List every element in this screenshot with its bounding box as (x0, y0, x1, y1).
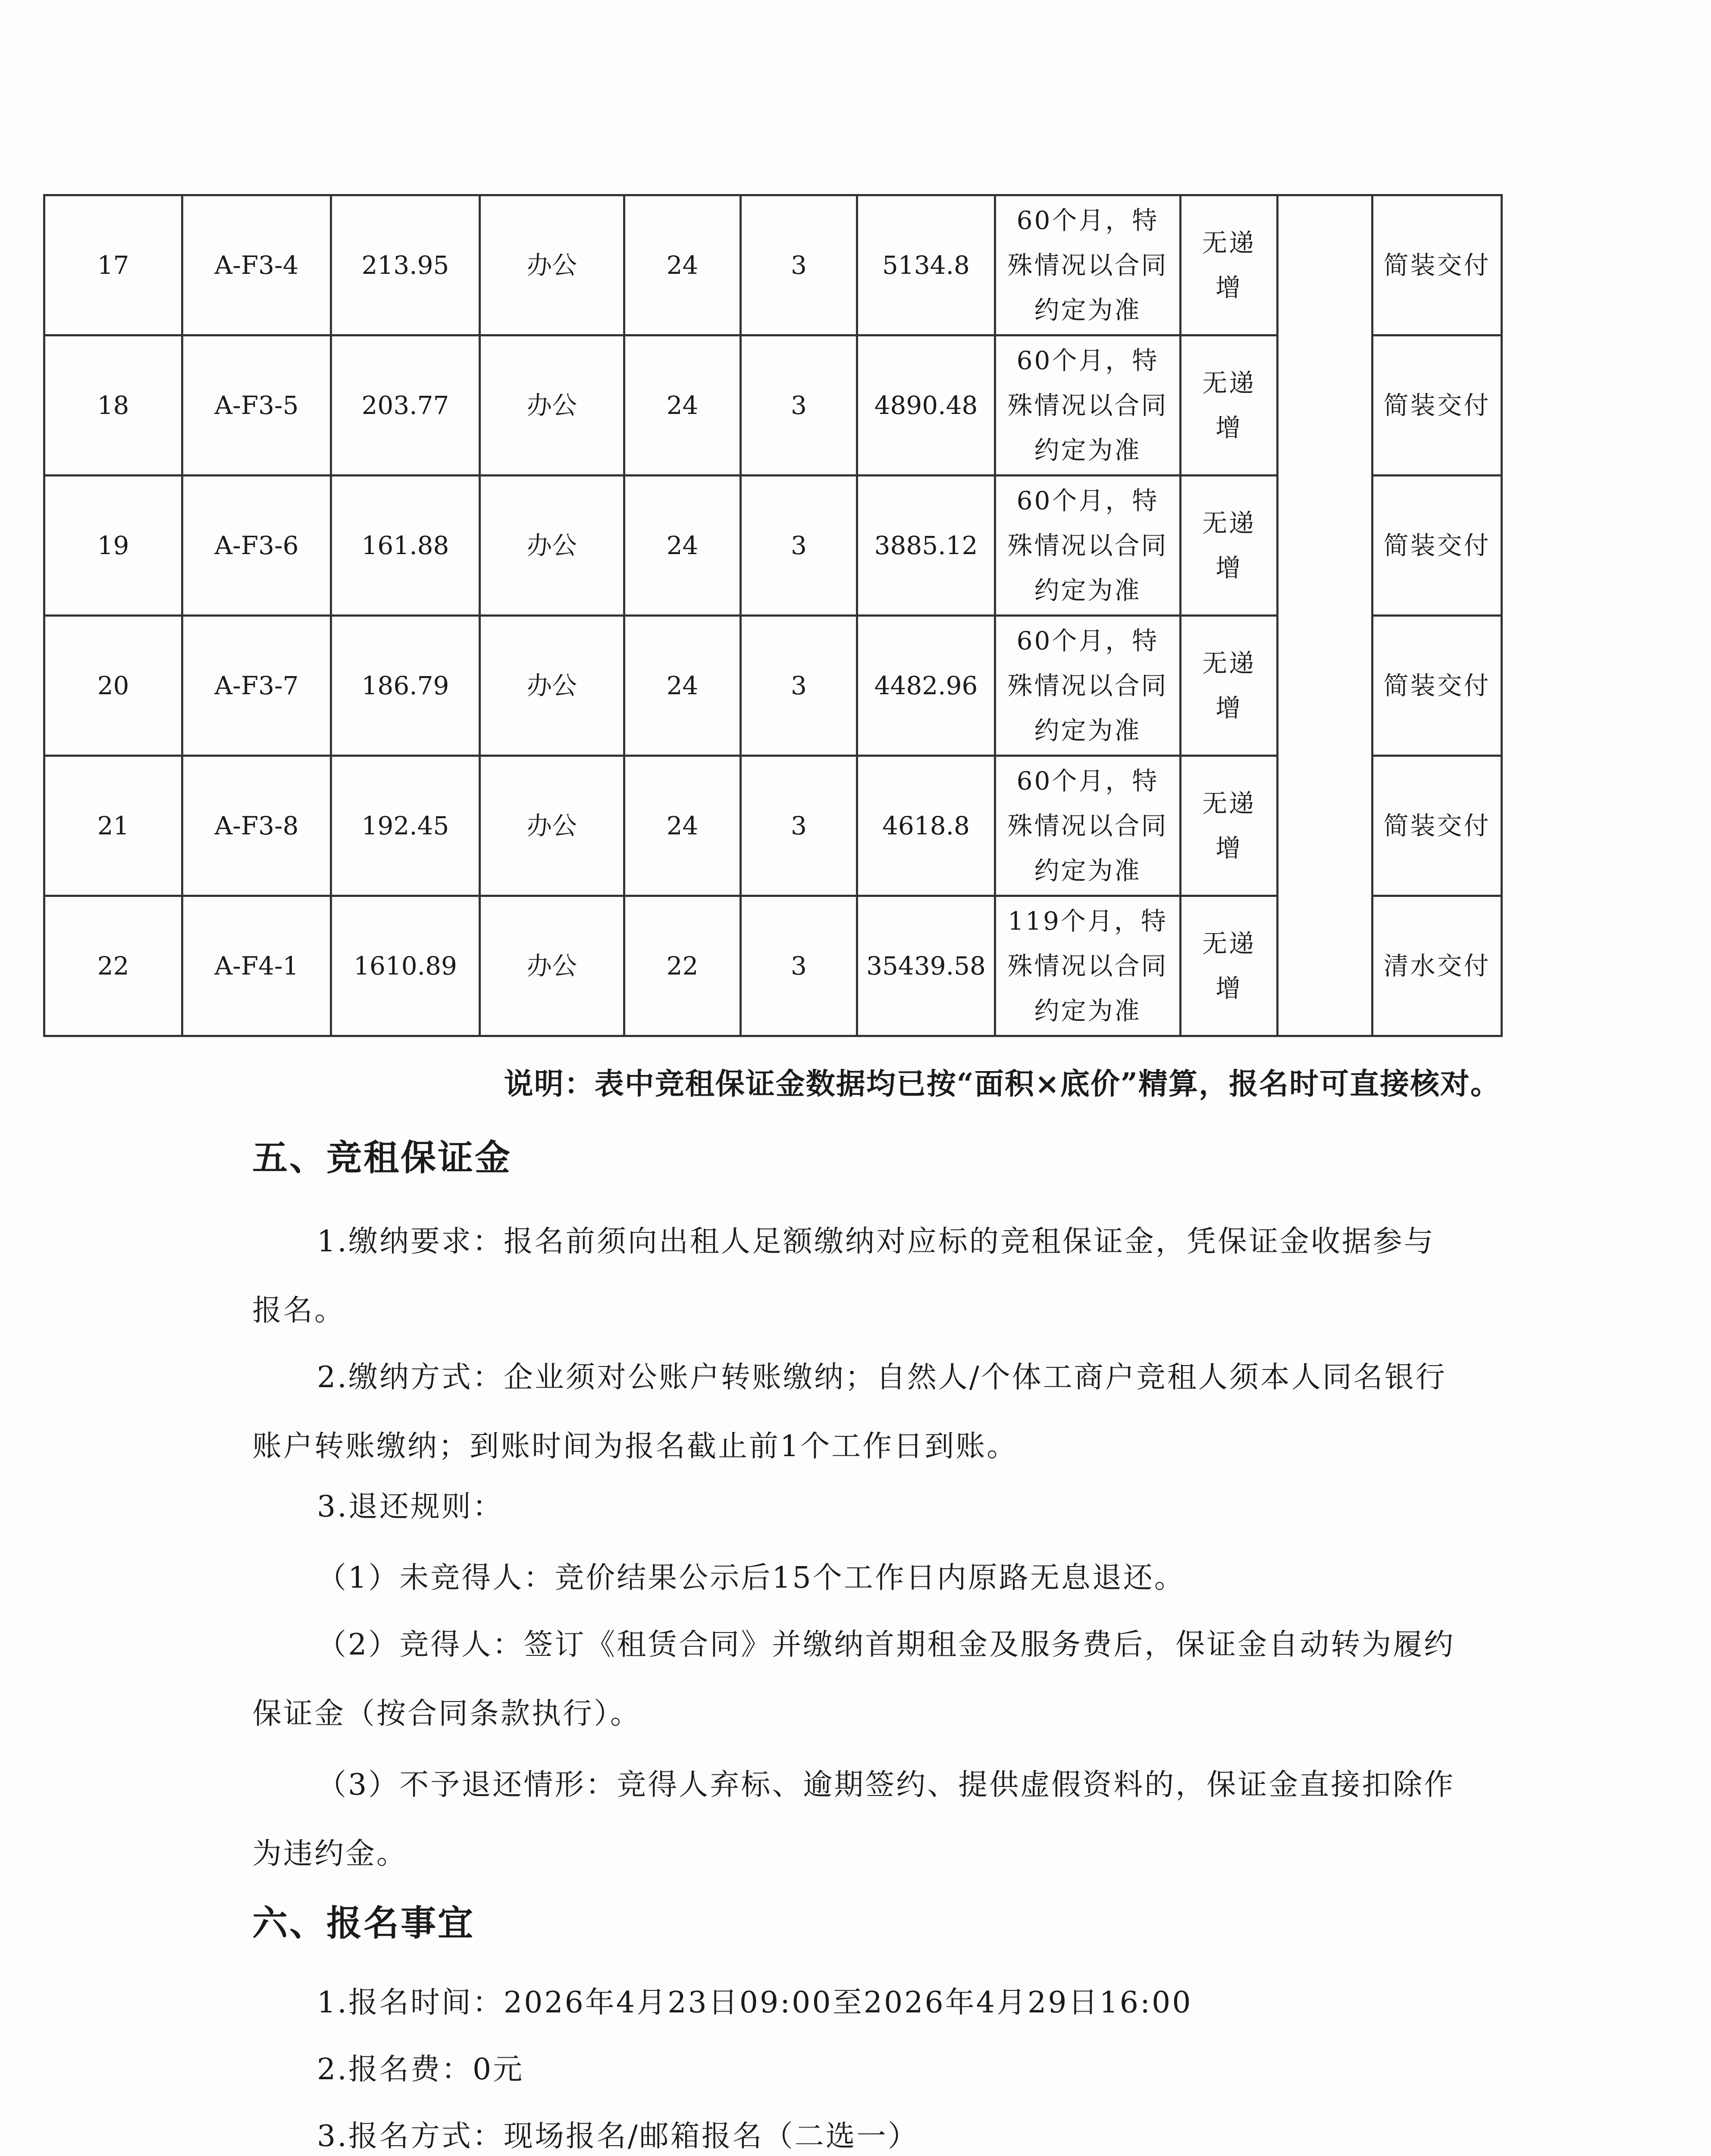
cell-multiplier: 3 (741, 756, 857, 896)
cell-rent-increase: 无递增 (1181, 896, 1278, 1036)
cell-usage: 办公 (480, 896, 624, 1036)
cell-unit-code: A-F3-6 (182, 476, 331, 616)
section5-paragraph-6: （3）不予退还情形：竞得人弃标、逾期签约、提供虚假资料的，保证金直接扣除作为违约金。 (252, 1768, 1455, 1871)
cell-rent-increase: 无递增 (1181, 616, 1278, 756)
cell-rent-increase: 无递增 (1181, 335, 1278, 476)
cell-multiplier: 3 (741, 335, 857, 476)
cell-rent-increase: 无递增 (1181, 195, 1278, 335)
cell-number: 17 (44, 195, 182, 335)
cell-deposit: 35439.58 (857, 896, 995, 1036)
section5-paragraph-2: 2.缴纳方式：企业须对公账户转账缴纳；自然人/个体工商户竞租人须本人同名银行账户转账缴纳；到账时间为报名截止前1个工作日到账。 (252, 1360, 1447, 1463)
cell-multiplier: 3 (741, 896, 857, 1036)
cell-multiplier: 3 (741, 616, 857, 756)
cell-lease-term: 60个月，特殊情况以合同约定为准 (995, 335, 1181, 476)
cell-area: 161.88 (331, 476, 480, 616)
cell-usage: 办公 (480, 616, 624, 756)
cell-delivery: 简装交付 (1373, 616, 1502, 756)
section5-heading: 五、竞租保证金 (252, 1138, 512, 1178)
section6-paragraph-2: 2.报名费：0元 (317, 2053, 524, 2087)
section5-paragraph-5: （2）竞得人：签订《租赁合同》并缴纳首期租金及服务费后，保证金自动转为履约保证金（按合同条款执行）。 (252, 1628, 1455, 1731)
cell-number: 19 (44, 476, 182, 616)
cell-lease-term: 60个月，特殊情况以合同约定为准 (995, 476, 1181, 616)
cell-delivery: 简装交付 (1373, 476, 1502, 616)
cell-deposit: 4618.8 (857, 756, 995, 896)
cell-deposit: 4890.48 (857, 335, 995, 476)
cell-delivery: 简装交付 (1373, 335, 1502, 476)
cell-unit-code: A-F3-4 (182, 195, 331, 335)
cell-usage: 办公 (480, 195, 624, 335)
cell-usage: 办公 (480, 476, 624, 616)
cell-number: 20 (44, 616, 182, 756)
cell-delivery: 简装交付 (1373, 195, 1502, 335)
cell-area: 192.45 (331, 756, 480, 896)
cell-unit-code: A-F3-8 (182, 756, 331, 896)
section6-paragraph-3: 3.报名方式：现场报名/邮箱报名（二选一） (317, 2119, 919, 2153)
cell-base-price: 24 (624, 476, 741, 616)
cell-unit-code: A-F3-5 (182, 335, 331, 476)
cell-delivery: 简装交付 (1373, 756, 1502, 896)
cell-delivery: 清水交付 (1373, 896, 1502, 1036)
section6-heading: 六、报名事宜 (252, 1903, 475, 1944)
section5-paragraph-4: （1）未竞得人：竞价结果公示后15个工作日内原路无息退还。 (317, 1561, 1185, 1595)
cell-usage: 办公 (480, 756, 624, 896)
section5-paragraph-1: 1.缴纳要求：报名前须向出租人足额缴纳对应标的竞租保证金，凭保证金收据参与报名。 (252, 1225, 1435, 1328)
cell-unit-code: A-F3-7 (182, 616, 331, 756)
cell-lease-term: 60个月，特殊情况以合同约定为准 (995, 756, 1181, 896)
cell-base-price: 24 (624, 756, 741, 896)
table-body (44, 195, 1502, 1036)
cell-number: 21 (44, 756, 182, 896)
cell-lease-term: 60个月，特殊情况以合同约定为准 (995, 195, 1181, 335)
cell-usage: 办公 (480, 335, 624, 476)
cell-base-price: 22 (624, 896, 741, 1036)
cell-base-price: 24 (624, 335, 741, 476)
cell-deposit: 5134.8 (857, 195, 995, 335)
cell-area: 203.77 (331, 335, 480, 476)
cell-area: 1610.89 (331, 896, 480, 1036)
cell-deposit: 3885.12 (857, 476, 995, 616)
cell-unit-code: A-F4-1 (182, 896, 331, 1036)
section6-paragraph-1: 1.报名时间：2026年4月23日09:00至2026年4月29日16:00 (317, 1986, 1193, 2020)
lease-table (43, 194, 1503, 1037)
cell-base-price: 24 (624, 195, 741, 335)
cell-area: 213.95 (331, 195, 480, 335)
cell-lease-term: 119个月，特殊情况以合同约定为准 (995, 896, 1181, 1036)
cell-rent-increase: 无递增 (1181, 476, 1278, 616)
cell-blank (1278, 195, 1373, 1036)
cell-area: 186.79 (331, 616, 480, 756)
cell-base-price: 24 (624, 616, 741, 756)
cell-rent-increase: 无递增 (1181, 756, 1278, 896)
table-note: 说明：表中竞租保证金数据均已按“面积×底价”精算，报名时可直接核对。 (504, 1067, 1501, 1101)
section5-paragraph-3: 3.退还规则： (317, 1490, 504, 1524)
cell-number: 18 (44, 335, 182, 476)
cell-multiplier: 3 (741, 195, 857, 335)
cell-deposit: 4482.96 (857, 616, 995, 756)
cell-lease-term: 60个月，特殊情况以合同约定为准 (995, 616, 1181, 756)
table-row (44, 195, 1502, 335)
cell-number: 22 (44, 896, 182, 1036)
cell-multiplier: 3 (741, 476, 857, 616)
